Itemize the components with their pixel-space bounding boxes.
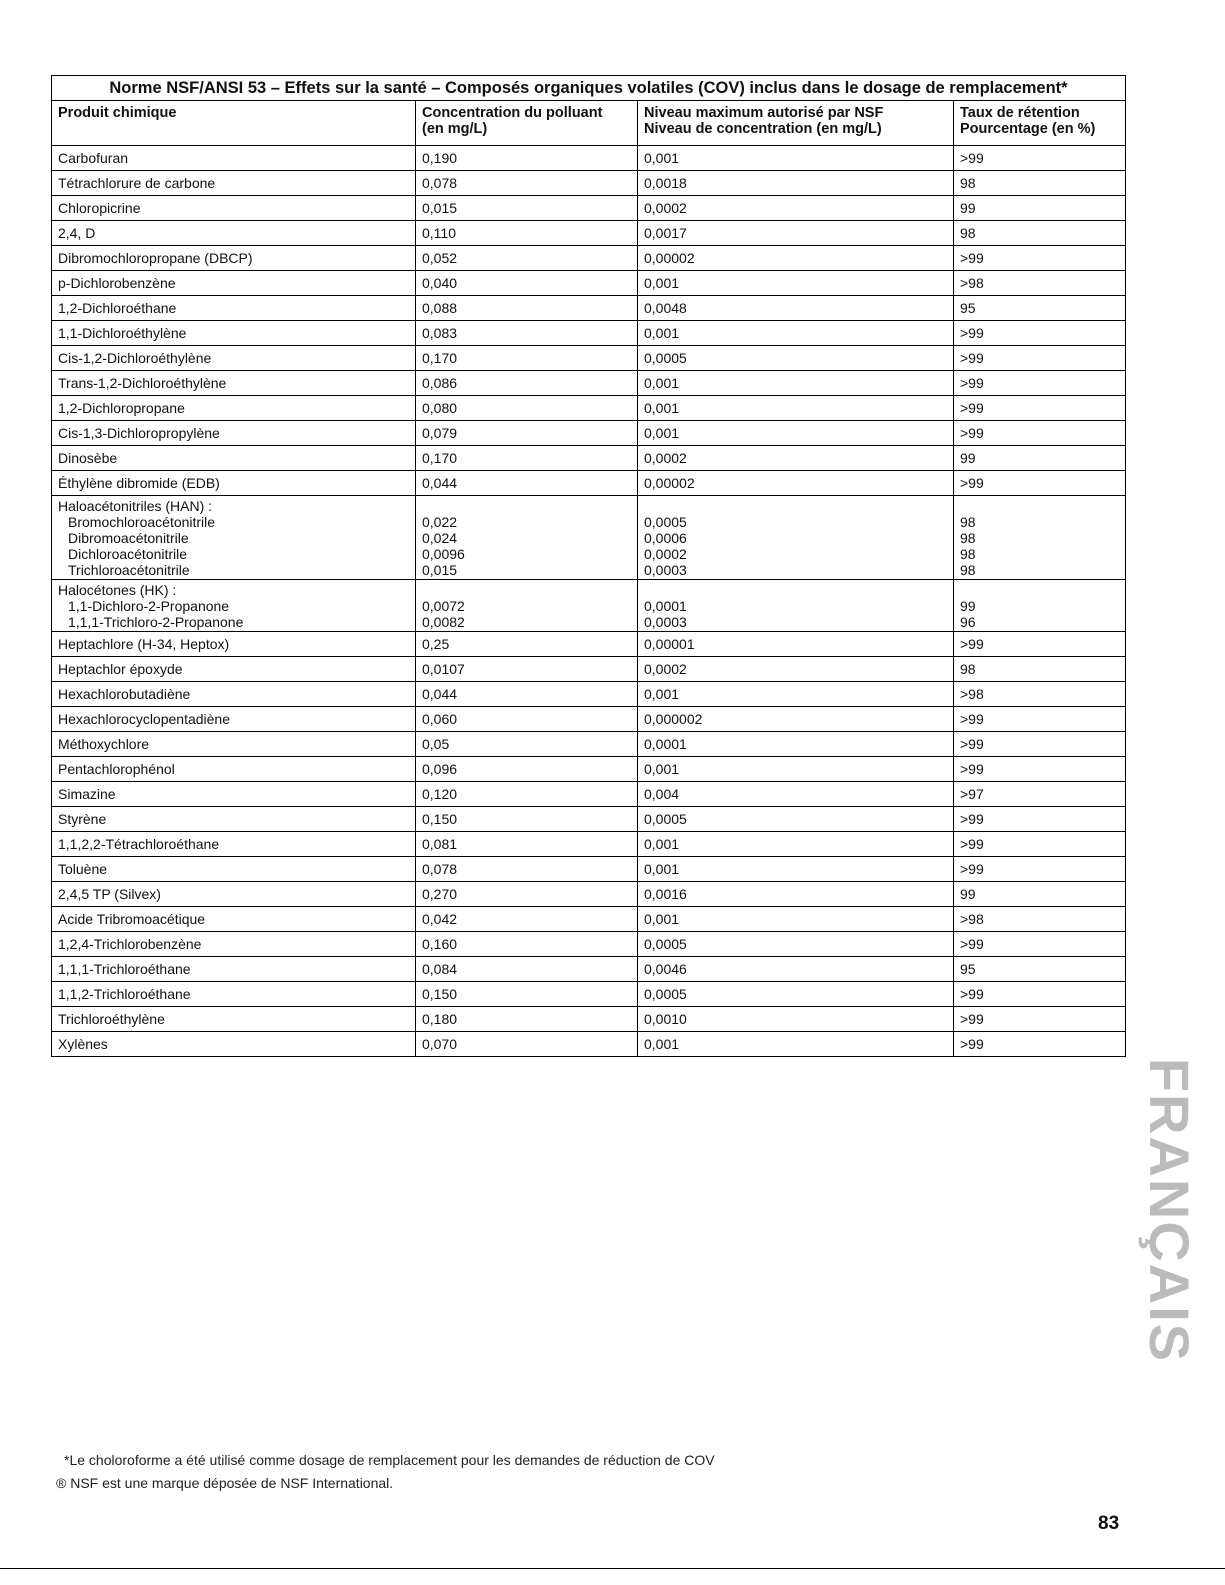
table-cell: Cis-1,2-Dichloroéthylène bbox=[52, 346, 416, 371]
table-cell: 0,060 bbox=[416, 707, 638, 732]
side-label-text: FRANÇAIS bbox=[1138, 1057, 1202, 1363]
table-row bbox=[52, 1007, 1126, 1032]
table-cell: 0,00002 bbox=[638, 471, 954, 496]
table-row bbox=[52, 907, 1126, 932]
table-cell: 0,079 bbox=[416, 421, 638, 446]
table-cell: 0,0017 bbox=[638, 221, 954, 246]
table-cell: 1,1,2-Trichloroéthane bbox=[52, 982, 416, 1007]
table-cell: 0,170 bbox=[416, 346, 638, 371]
table-cell: 0,0002 bbox=[638, 196, 954, 221]
table-cell: 0,150 bbox=[416, 807, 638, 832]
group-item-value: 98 bbox=[960, 546, 976, 562]
table-row bbox=[52, 982, 1126, 1007]
table-cell: 0,070 bbox=[416, 1032, 638, 1057]
language-side-label bbox=[1138, 1057, 1202, 1363]
table-cell: 0,190 bbox=[416, 146, 638, 171]
table-cell: 0,001 bbox=[638, 396, 954, 421]
table-cell: 0,080 bbox=[416, 396, 638, 421]
table-row bbox=[52, 832, 1126, 857]
table-cell bbox=[416, 496, 638, 580]
bottom-rule bbox=[0, 1568, 1225, 1569]
table-row bbox=[52, 757, 1126, 782]
table-cell: >99 bbox=[954, 471, 1126, 496]
group-item-value: 98 bbox=[960, 514, 976, 530]
table-row bbox=[52, 957, 1126, 982]
group-item-value: 0,0082 bbox=[422, 614, 465, 630]
table-row bbox=[52, 732, 1126, 757]
table-cell: Dinosèbe bbox=[52, 446, 416, 471]
table-cell bbox=[954, 496, 1126, 580]
table-cell: Dibromochloropropane (DBCP) bbox=[52, 246, 416, 271]
table-row bbox=[52, 146, 1126, 171]
table-header-row bbox=[52, 101, 1126, 146]
table-cell: 0,110 bbox=[416, 221, 638, 246]
table-row bbox=[52, 296, 1126, 321]
table-cell: 99 bbox=[954, 196, 1126, 221]
table-row bbox=[52, 857, 1126, 882]
column-header bbox=[638, 101, 954, 146]
table-cell: >99 bbox=[954, 346, 1126, 371]
table-cell: Carbofuran bbox=[52, 146, 416, 171]
column-header bbox=[954, 101, 1126, 146]
table-cell: 0,0005 bbox=[638, 346, 954, 371]
table-cell: 99 bbox=[954, 882, 1126, 907]
table-cell: 0,078 bbox=[416, 857, 638, 882]
table-cell: 0,001 bbox=[638, 832, 954, 857]
table-cell: 0,088 bbox=[416, 296, 638, 321]
table-cell: Tétrachlorure de carbone bbox=[52, 171, 416, 196]
table-cell: 0,001 bbox=[638, 271, 954, 296]
table-cell: 0,00002 bbox=[638, 246, 954, 271]
table-cell: >99 bbox=[954, 857, 1126, 882]
table-cell: 0,083 bbox=[416, 321, 638, 346]
table-cell: Cis-1,3-Dichloropropylène bbox=[52, 421, 416, 446]
table-cell: 1,1-Dichloroéthylène bbox=[52, 321, 416, 346]
voc-reduction-table bbox=[51, 75, 1126, 1057]
table-cell: 0,05 bbox=[416, 732, 638, 757]
table-cell: 0,0048 bbox=[638, 296, 954, 321]
table-cell: Méthoxychlore bbox=[52, 732, 416, 757]
table-cell bbox=[954, 580, 1126, 632]
group-item-value: 0,0005 bbox=[644, 514, 687, 530]
group-item-value: Trichloroacétonitrile bbox=[68, 562, 190, 578]
column-header bbox=[52, 101, 416, 146]
table-cell: 98 bbox=[954, 171, 1126, 196]
table-cell: 0,0016 bbox=[638, 882, 954, 907]
table-row bbox=[52, 471, 1126, 496]
table-cell: 1,2-Dichloropropane bbox=[52, 396, 416, 421]
table-row bbox=[52, 321, 1126, 346]
table-cell: 0,25 bbox=[416, 632, 638, 657]
table-row bbox=[52, 246, 1126, 271]
table-cell: >98 bbox=[954, 907, 1126, 932]
table-cell: >99 bbox=[954, 371, 1126, 396]
group-label: Haloacétonitriles (HAN) : bbox=[58, 498, 213, 514]
table-cell: 1,1,1-Trichloroéthane bbox=[52, 957, 416, 982]
table-cell: 1,2-Dichloroéthane bbox=[52, 296, 416, 321]
table-row bbox=[52, 346, 1126, 371]
table-cell: >99 bbox=[954, 832, 1126, 857]
table-row bbox=[52, 707, 1126, 732]
table-row bbox=[52, 932, 1126, 957]
table-cell: 0,0005 bbox=[638, 982, 954, 1007]
table-cell: 2,4,5 TP (Silvex) bbox=[52, 882, 416, 907]
table-cell: 0,001 bbox=[638, 757, 954, 782]
table-cell: 0,004 bbox=[638, 782, 954, 807]
table-cell: >99 bbox=[954, 757, 1126, 782]
table-cell: Pentachlorophénol bbox=[52, 757, 416, 782]
group-item-value: 98 bbox=[960, 562, 976, 578]
table-cell: Trichloroéthylène bbox=[52, 1007, 416, 1032]
table-row bbox=[52, 446, 1126, 471]
table-cell: 0,120 bbox=[416, 782, 638, 807]
table-cell: 0,0002 bbox=[638, 446, 954, 471]
table-cell: 0,0010 bbox=[638, 1007, 954, 1032]
table-cell: 0,001 bbox=[638, 857, 954, 882]
table-row bbox=[52, 1032, 1126, 1057]
table-cell: 0,015 bbox=[416, 196, 638, 221]
column-header-line: Concentration du polluant bbox=[422, 105, 603, 121]
table-cell: 0,001 bbox=[638, 907, 954, 932]
table-cell: 0,086 bbox=[416, 371, 638, 396]
table-cell: >99 bbox=[954, 396, 1126, 421]
table-cell: Trans-1,2-Dichloroéthylène bbox=[52, 371, 416, 396]
table-cell: 0,00001 bbox=[638, 632, 954, 657]
group-item-value: 0,0001 bbox=[644, 598, 687, 614]
table-row bbox=[52, 421, 1126, 446]
table-title: Norme NSF/ANSI 53 – Effets sur la santé – Composés organiques volatiles (COV) inclus dans le dosage de remplacement* bbox=[52, 76, 1126, 101]
table-cell: 0,042 bbox=[416, 907, 638, 932]
table-cell: 0,160 bbox=[416, 932, 638, 957]
table-cell: 0,150 bbox=[416, 982, 638, 1007]
group-item-value: 96 bbox=[960, 614, 976, 630]
table-row bbox=[52, 782, 1126, 807]
group-item-value: Bromochloroacétonitrile bbox=[68, 514, 216, 530]
table-cell: 0,084 bbox=[416, 957, 638, 982]
table-cell: >99 bbox=[954, 732, 1126, 757]
table-cell: >97 bbox=[954, 782, 1126, 807]
table-cell: >99 bbox=[954, 1007, 1126, 1032]
column-header-line: (en mg/L) bbox=[422, 121, 488, 137]
table-cell: 0,001 bbox=[638, 321, 954, 346]
table-cell: 0,096 bbox=[416, 757, 638, 782]
table-cell bbox=[638, 496, 954, 580]
table-cell: >99 bbox=[954, 321, 1126, 346]
table-cell: Heptachlor époxyde bbox=[52, 657, 416, 682]
group-item-value: 0,015 bbox=[422, 562, 458, 578]
group-item-value: 1,1-Dichloro-2-Propanone bbox=[68, 598, 230, 614]
table-cell: 0,0002 bbox=[638, 657, 954, 682]
table-row bbox=[52, 396, 1126, 421]
table-row bbox=[52, 171, 1126, 196]
column-header-line: Produit chimique bbox=[58, 105, 177, 121]
table-cell: 0,078 bbox=[416, 171, 638, 196]
table-cell: 0,170 bbox=[416, 446, 638, 471]
table-cell: 1,2,4-Trichlorobenzène bbox=[52, 932, 416, 957]
table-cell bbox=[52, 496, 416, 580]
group-label: Halocétones (HK) : bbox=[58, 582, 177, 598]
table-cell: Éthylène dibromide (EDB) bbox=[52, 471, 416, 496]
group-item-value: 0,0072 bbox=[422, 598, 465, 614]
table-cell: >99 bbox=[954, 707, 1126, 732]
table-cell: Heptachlore (H-34, Heptox) bbox=[52, 632, 416, 657]
column-header-line: Pourcentage (en %) bbox=[960, 121, 1096, 137]
table-cell: Acide Tribromoacétique bbox=[52, 907, 416, 932]
table-cell: 0,0046 bbox=[638, 957, 954, 982]
group-item-value: 0,022 bbox=[422, 514, 458, 530]
table-cell: Hexachlorocyclopentadiène bbox=[52, 707, 416, 732]
table-cell: 0,0018 bbox=[638, 171, 954, 196]
table-cell: Hexachlorobutadiène bbox=[52, 682, 416, 707]
table-cell: 95 bbox=[954, 957, 1126, 982]
column-header-line: Niveau de concentration (en mg/L) bbox=[644, 121, 882, 137]
table-row bbox=[52, 882, 1126, 907]
table-row bbox=[52, 682, 1126, 707]
group-item-value: Dibromoacétonitrile bbox=[68, 530, 189, 546]
table-cell: 0,044 bbox=[416, 471, 638, 496]
table-body bbox=[52, 146, 1126, 1057]
table-row bbox=[52, 371, 1126, 396]
table-cell: Toluène bbox=[52, 857, 416, 882]
table-cell: 0,081 bbox=[416, 832, 638, 857]
group-item-value: 1,1,1-Trichloro-2-Propanone bbox=[68, 614, 244, 630]
group-item-value: 0,0006 bbox=[644, 530, 687, 546]
table-cell: >99 bbox=[954, 1032, 1126, 1057]
table-cell: >99 bbox=[954, 982, 1126, 1007]
group-item-value: 98 bbox=[960, 530, 976, 546]
table-cell bbox=[52, 580, 416, 632]
table-cell: 0,044 bbox=[416, 682, 638, 707]
table-group-row bbox=[52, 496, 1126, 580]
group-item-value: 0,024 bbox=[422, 530, 458, 546]
table-cell: 0,0005 bbox=[638, 932, 954, 957]
table-cell: 98 bbox=[954, 657, 1126, 682]
table-cell: >99 bbox=[954, 146, 1126, 171]
table-row bbox=[52, 221, 1126, 246]
table-cell: >99 bbox=[954, 632, 1126, 657]
table-group-row bbox=[52, 580, 1126, 632]
group-item-value: 99 bbox=[960, 598, 976, 614]
table-row bbox=[52, 807, 1126, 832]
table-cell: Xylènes bbox=[52, 1032, 416, 1057]
table-cell: 0,000002 bbox=[638, 707, 954, 732]
table-cell: 0,001 bbox=[638, 371, 954, 396]
table-cell: 0,001 bbox=[638, 1032, 954, 1057]
table-cell: Chloropicrine bbox=[52, 196, 416, 221]
group-item-value: Dichloroacétonitrile bbox=[68, 546, 188, 562]
table-cell: 0,180 bbox=[416, 1007, 638, 1032]
group-item-value: 0,0003 bbox=[644, 614, 687, 630]
table-row bbox=[52, 657, 1126, 682]
table-cell: 0,001 bbox=[638, 682, 954, 707]
table-row bbox=[52, 196, 1126, 221]
group-item-value: 0,0096 bbox=[422, 546, 465, 562]
column-header bbox=[416, 101, 638, 146]
table-cell: 0,040 bbox=[416, 271, 638, 296]
table-cell: >99 bbox=[954, 932, 1126, 957]
table-cell bbox=[416, 580, 638, 632]
table-cell: >99 bbox=[954, 421, 1126, 446]
table-cell: Styrène bbox=[52, 807, 416, 832]
table-cell: >99 bbox=[954, 246, 1126, 271]
table-cell: 0,001 bbox=[638, 421, 954, 446]
group-item-value: 0,0003 bbox=[644, 562, 687, 578]
table-cell: 2,4, D bbox=[52, 221, 416, 246]
page-number: 83 bbox=[1098, 1513, 1120, 1534]
table-cell: 1,1,2,2-Tétrachloroéthane bbox=[52, 832, 416, 857]
table-cell: >98 bbox=[954, 271, 1126, 296]
table-cell: 0,270 bbox=[416, 882, 638, 907]
table-row bbox=[52, 632, 1126, 657]
footnote-trademark: ® NSF est une marque déposée de NSF International. bbox=[56, 1475, 394, 1491]
table-cell bbox=[638, 580, 954, 632]
table-cell: 0,0001 bbox=[638, 732, 954, 757]
table-cell: 0,001 bbox=[638, 146, 954, 171]
table-cell: 0,0107 bbox=[416, 657, 638, 682]
column-header-line: Niveau maximum autorisé par NSF bbox=[644, 105, 884, 121]
table-row bbox=[52, 271, 1126, 296]
table-cell: 99 bbox=[954, 446, 1126, 471]
table-cell: Simazine bbox=[52, 782, 416, 807]
footnote-asterisk: *Le choloroforme a été utilisé comme dosage de remplacement pour les demandes de réduction de COV bbox=[64, 1452, 715, 1468]
group-item-value: 0,0002 bbox=[644, 546, 687, 562]
table-cell: 98 bbox=[954, 221, 1126, 246]
column-header-line: Taux de rétention bbox=[960, 105, 1080, 121]
table-cell: 95 bbox=[954, 296, 1126, 321]
table-cell: >99 bbox=[954, 807, 1126, 832]
table-cell: 0,0005 bbox=[638, 807, 954, 832]
table-cell: 0,052 bbox=[416, 246, 638, 271]
table-cell: p-Dichlorobenzène bbox=[52, 271, 416, 296]
table-cell: >98 bbox=[954, 682, 1126, 707]
